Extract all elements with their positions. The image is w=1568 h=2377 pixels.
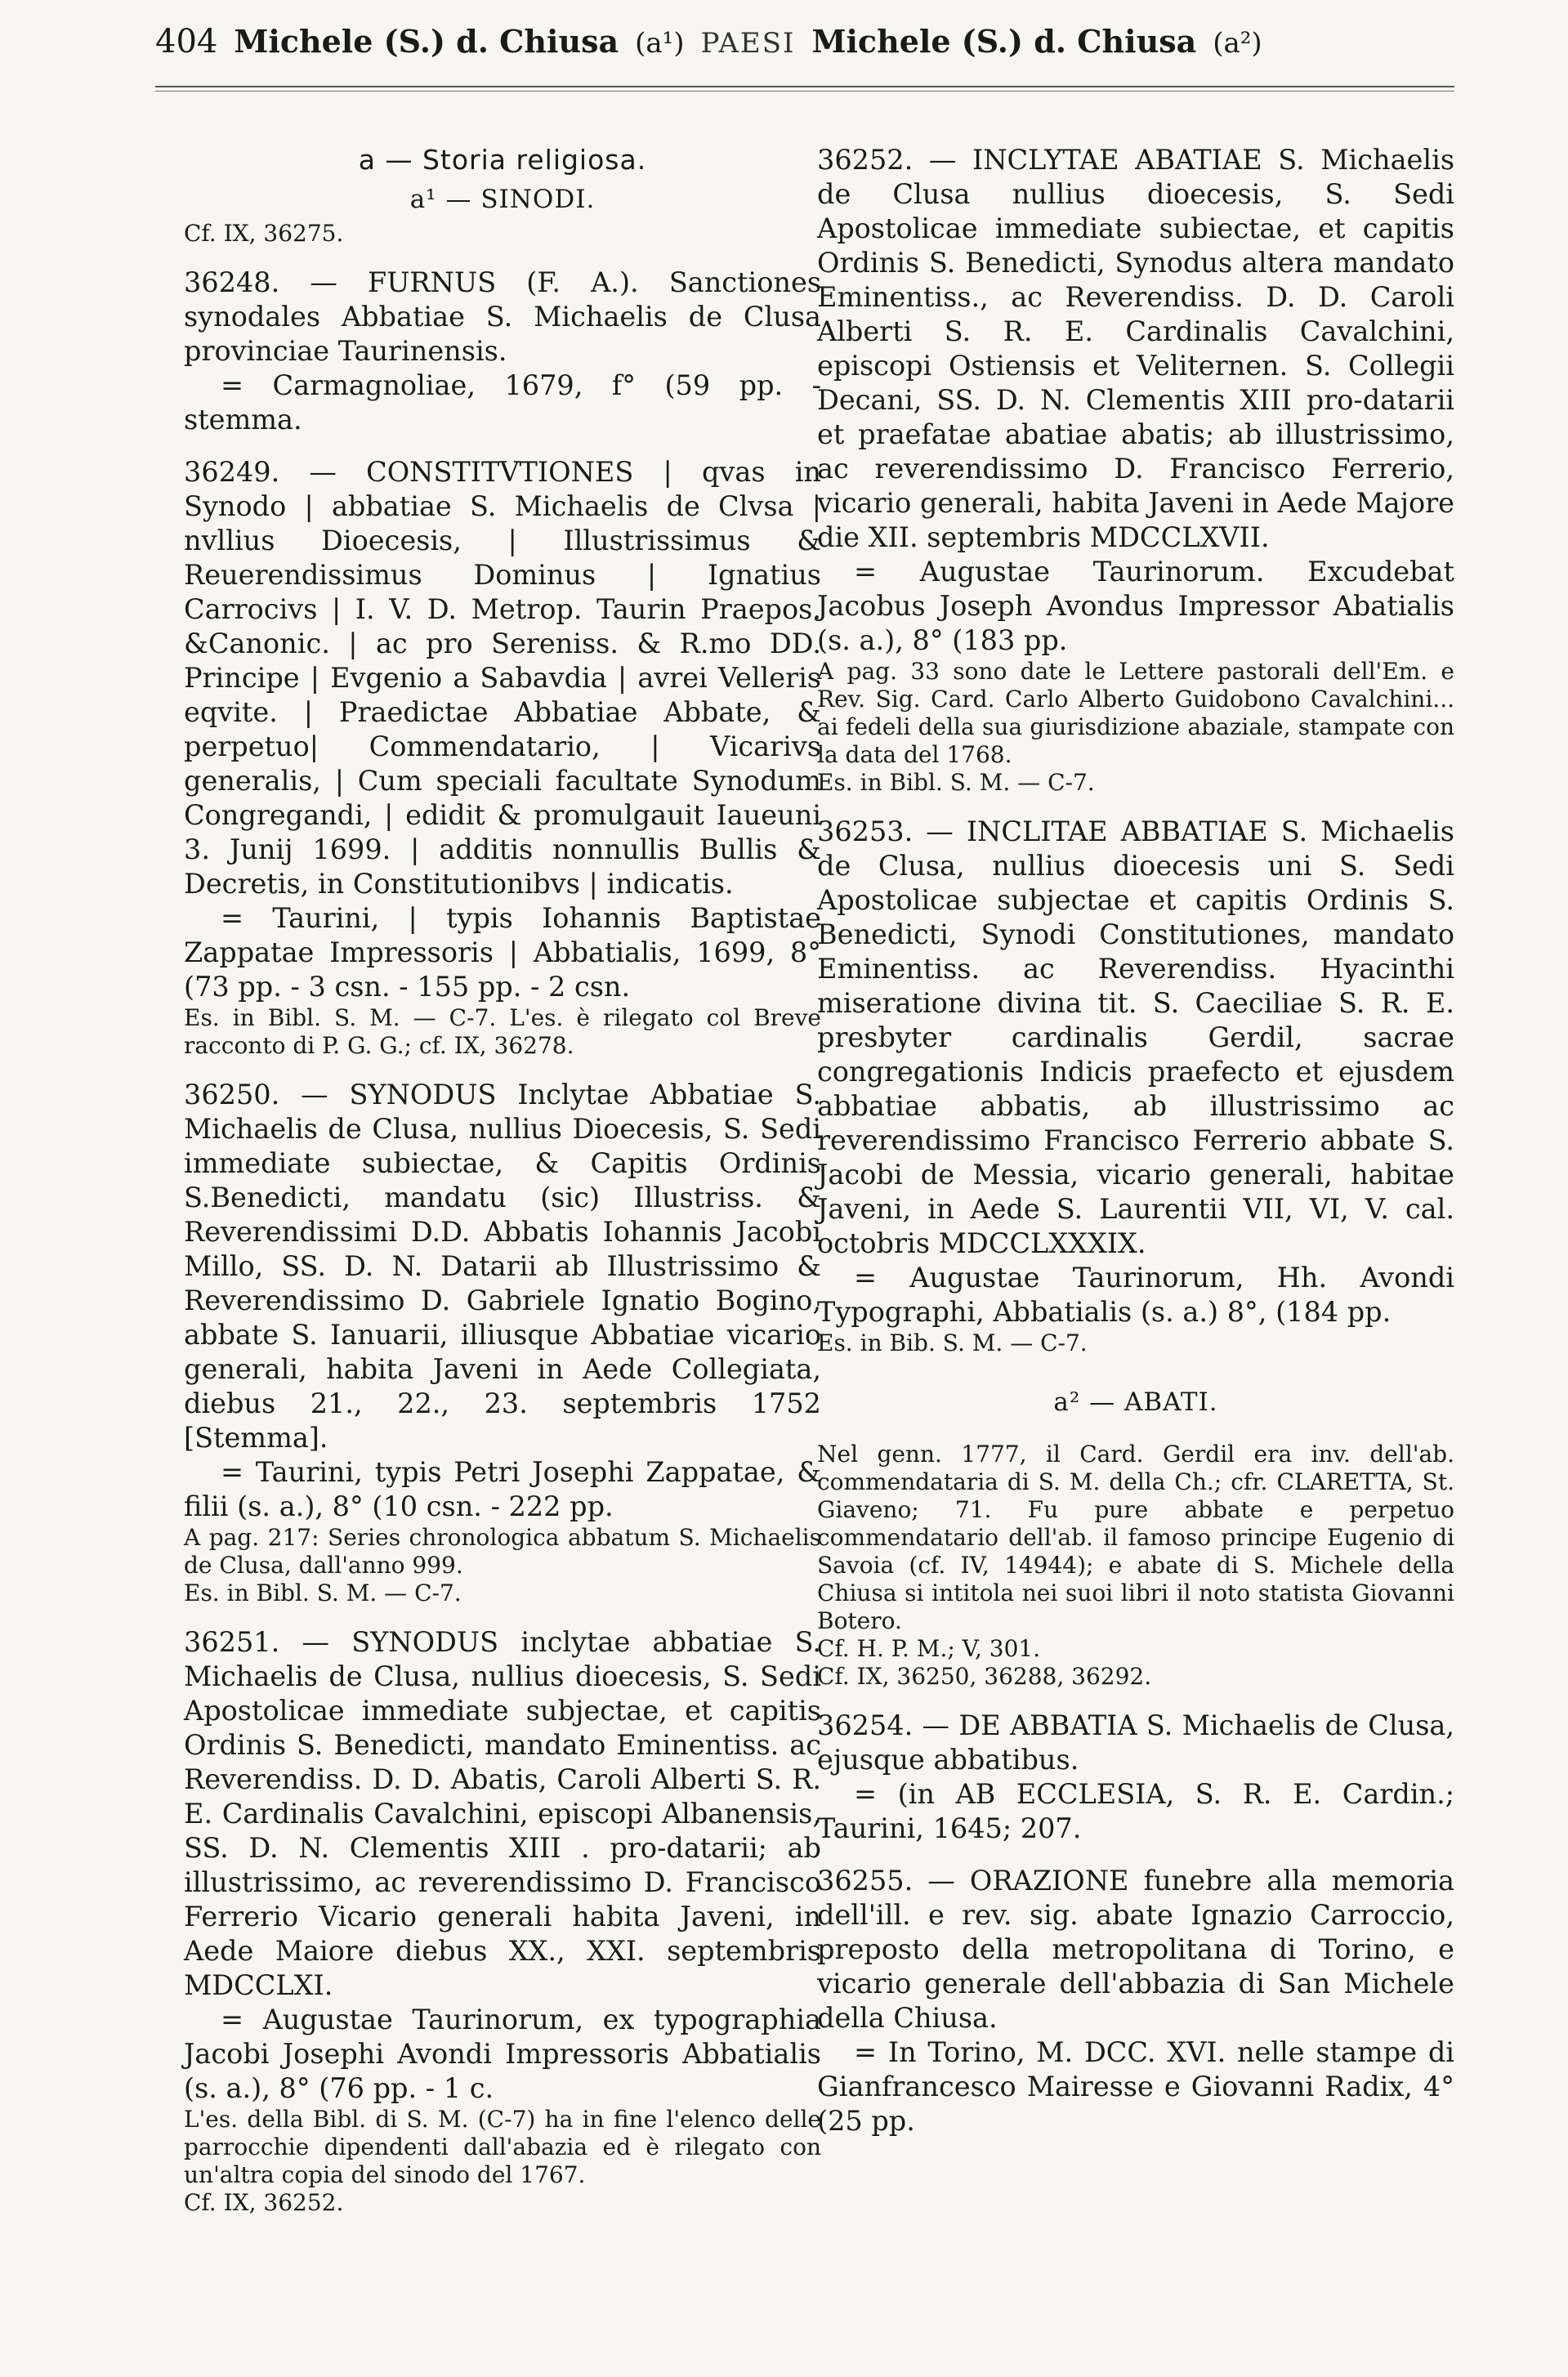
entry-note: Es. in Bibl. S. M. — C-7.	[184, 1579, 462, 1606]
entry-head: 36253. — INCLITAE ABBATIAE	[817, 815, 1268, 847]
left-column	[184, 143, 821, 2235]
entry-text: | qvas in Synodo | abbatiae S. Michaelis de Clvsa | nvllius Dioecesis, | Illustrissimus & Reuerendissimus Dominus | Ignatius Carrocivs | I. V. D. Metrop. Taurin Praepos. &Canonic. | ac pro Sereniss. & R.mo DD. Principe | Evgenio a Sabavdia | avrei Velleris eqvite. | Praedictae Abbatiae Abbate, & perpetuo| Commendatario, | Vicarivs generalis, | Cum speciali facultate Synodum Congregandi, | edidit & promulgauit Iaueuni 3. Junij 1699. | additis nonnullis Bullis & Decretis, in Constitutionibvs | indicatis.	[184, 456, 821, 900]
right-column	[817, 143, 1454, 2156]
entry-head: 36252. — INCLYTAE ABATIAE	[817, 144, 1262, 176]
entry-36251	[184, 1625, 821, 2217]
entry-text: S. Michaelis de Clusa nullius dioecesis, S. Sedi Apostolicae immediate subiectae, et capitis Ordinis S. Benedicti, Synodus altera mandato Eminentiss., ac Reverendiss. D. D. Caroli Alberti S. R. E. Cardinalis Cavalchini, episcopi Ostiensis et Veliternen. S. Collegii Decani, SS. D. N. Clementis XIII pro-datarii et praefatae abatiae abatis; ab illustrissimo, ac reverendissimo D. Francisco Ferrerio, vicario generali, habita Javeni in Aede Majore die XII. septembris MDCCLXVII.	[817, 144, 1455, 553]
entry-head: 36248. — FURNUS (F. A.).	[184, 266, 639, 298]
entry-text: inclytae abbatiae S. Michaelis de Clusa, nullius dioecesis, S. Sedi Apostolicae immediate subjectae, et capitis Ordinis S. Benedicti, mandato Eminentiss. ac Reverendiss. D. D. Abatis, Caroli Alberti S. R. E. Cardinalis Cavalchini, episcopi Albanensis, SS. D. N. Clementis XIII . pro-datarii; ab illustrissimo, ac reverendissimo D. Francisco Ferrerio Vicario generali habita Javeni, in Aede Maiore diebus XX., XXI. septembris MDCCLXI.	[184, 1626, 821, 2001]
page-number: 404	[155, 23, 218, 60]
entry-note: Es. in Bibl. S. M. — C-7.	[817, 769, 1095, 796]
entry-imprint: = (in AB ECCLESIA, S. R. E. Cardin.; Taurini, 1645; 207.	[817, 1778, 1454, 1844]
entry-36250	[184, 1078, 821, 1607]
subsection-title-abati: a² — ABATI.	[1053, 1387, 1218, 1417]
subsection-title: a¹ — SINODI.	[409, 185, 596, 214]
entry-note: A pag. 217: Series chronologica abbatum S. Michaelis de Clusa, dall'anno 999.	[184, 1524, 821, 1579]
entry-36252	[817, 143, 1454, 797]
running-header	[155, 23, 1430, 72]
entry-imprint: = Augustae Taurinorum, Hh. Avondi Typographi, Abbatialis (s. a.) 8°, (184 pp.	[817, 1262, 1454, 1328]
entry-36249	[184, 455, 821, 1060]
entry-head: 36254. — DE ABBATIA	[817, 1709, 1137, 1741]
entry-text: funebre alla memoria dell'ill. e rev. sig. abate Ignazio Carroccio, preposto della metropolitana di Torino, e vicario generale dell'abbazia di San Michele della Chiusa.	[817, 1865, 1454, 2034]
entry-note: L'es. della Bibl. di S. M. (C-7) ha in fine l'elenco delle parrocchie dipendenti dall'abazia ed è rilegato con un'altra copia del sinodo del 1767.	[184, 2106, 821, 2188]
abati-notes	[817, 1441, 1454, 1691]
entry-text: S. Michaelis de Clusa, ejusque abbatibus.	[817, 1709, 1455, 1776]
header-middle: PAESI	[700, 27, 796, 60]
entry-36254	[817, 1709, 1454, 1846]
entry-note: A pag. 33 sono date le Lettere pastorali dell'Em. e Rev. Sig. Card. Carlo Alberto Guidobono Cavalchini... ai fedeli della sua giurisdizione abaziale, stampate con la data del 1768.	[817, 658, 1454, 768]
abati-cf: Cf. H. P. M.; V, 301.	[817, 1635, 1041, 1662]
header-left-title: Michele (S.) d. Chiusa	[234, 23, 619, 60]
entry-imprint: = Taurini, typis Petri Josephi Zappatae, & filii (s. a.), 8° (10 csn. - 222 pp.	[184, 1456, 821, 1522]
entry-imprint: = Augustae Taurinorum, ex typographia Jacobi Josephi Avondi Impressoris Abbatialis (s. a.), 8° (76 pp. - 1 c.	[184, 2004, 821, 2104]
entry-cf: Cf. IX, 36252.	[184, 2189, 344, 2216]
entry-36248	[184, 266, 821, 437]
entry-imprint: = In Torino, M. DCC. XVI. nelle stampe di Gianfrancesco Mairesse e Giovanni Radix, 4° (25 pp.	[817, 2036, 1454, 2137]
header-rule	[155, 86, 1454, 87]
entry-imprint: = Augustae Taurinorum. Excudebat Jacobus Joseph Avondus Impressor Abatialis (s. a.), 8° (183 pp.	[817, 556, 1454, 656]
entry-head: 36249. — CONSTITVTIONES	[184, 456, 634, 488]
entry-36253	[817, 815, 1454, 1357]
header-right-sup: (a²)	[1213, 27, 1262, 60]
entry-imprint: = Carmagnoliae, 1679, f° (59 pp. - stemma.	[184, 369, 821, 436]
header-right-title: Michele (S.) d. Chiusa	[811, 23, 1197, 60]
entry-note: Es. in Bibl. S. M. — C-7. L'es. è rilegato col Breve racconto di P. G. G.; cf. IX, 36278.	[184, 1004, 821, 1059]
entry-head: 36250. — SYNODUS	[184, 1079, 497, 1110]
entry-head: 36255. — ORAZIONE	[817, 1865, 1129, 1897]
entry-head: 36251. — SYNODUS	[184, 1626, 499, 1658]
entry-36255	[817, 1864, 1454, 2138]
section-title: a — Storia religiosa.	[358, 144, 647, 176]
entry-text: Inclytae Abbatiae S. Michaelis de Clusa, nullius Dioecesis, S. Sedi immediate subiectae, & Capitis Ordinis S.Benedicti, mandatu (sic) Illustriss. & Reverendissimi D.D. Abbatis Iohannis Jacobi Millo, SS. D. N. Datarii ab Illustrissimo & Reverendissimo D. Gabriele Ignatio Bogino, abbate S. Ianuarii, illiusque Abbatiae vicario generali, habita Javeni in Aede Collegiata, diebus 21., 22., 23. septembris 1752 [Stemma].	[184, 1079, 822, 1454]
header-rule-thin	[155, 91, 1454, 92]
entry-text: S. Michaelis de Clusa, nullius dioecesis uni S. Sedi Apostolicae subjectae et capitis Ordinis S. Benedicti, Synodi Constitutiones, mandato Eminentiss. ac Reverendiss. Hyacinthi miseratione divina tit. S. Caeciliae S. R. E. presbyter cardinalis Gerdil, sacrae congregationis Indicis praefecto et ejusdem abbatiae abbatis, ab illustrissimo ac reverendissimo Francisco Ferrerio abbate S. Jacobi de Messia, vicario generali, habitae Javeni, in Aede S. Laurentii VII, VI, V. cal. octobris MDCCLXXXIX.	[817, 815, 1454, 1259]
entry-text: Sanctiones synodales Abbatiae S. Michaelis de Clusa provinciae Taurinensis.	[184, 266, 822, 367]
abati-note: Nel genn. 1777, il Card. Gerdil era inv. dell'ab. commendataria di S. M. della Ch.; cfr. CLARETTA, St. Giaveno; 71. Fu pure abbate e perpetuo commendatario dell'ab. il famoso principe Eugenio di Savoia (cf. IV, 14944); e abate di S. Michele della Chiusa si intitola nei suoi libri il noto statista Giovanni Botero.	[817, 1441, 1454, 1634]
header-left-sup: (a¹)	[635, 27, 685, 60]
entry-imprint: = Taurini, | typis Iohannis Baptistae Zappatae Impressoris | Abbatialis, 1699, 8° (73 pp. - 3 csn. - 155 pp. - 2 csn.	[184, 902, 821, 1003]
abati-cf: Cf. IX, 36250, 36288, 36292.	[817, 1663, 1152, 1690]
cross-reference: Cf. IX, 36275.	[184, 220, 344, 247]
entry-note: Es. in Bib. S. M. — C-7.	[817, 1329, 1088, 1356]
